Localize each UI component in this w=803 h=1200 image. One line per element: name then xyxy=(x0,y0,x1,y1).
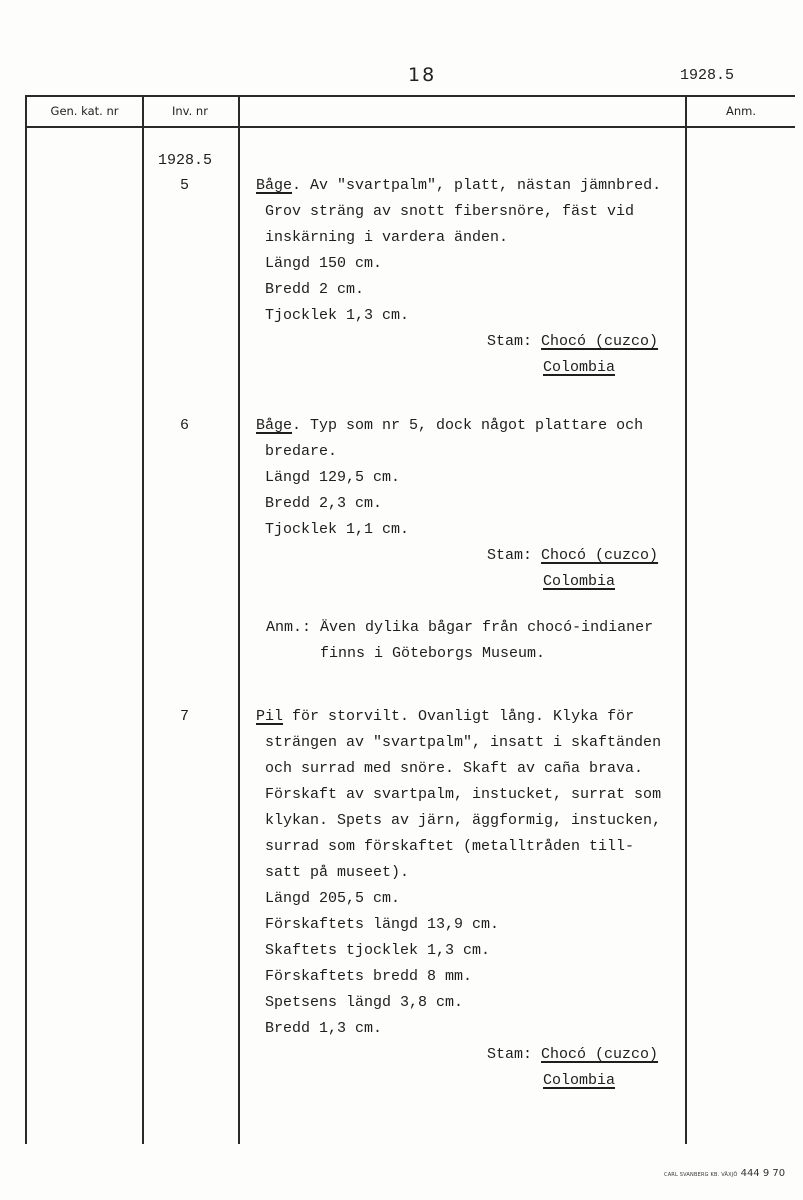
note-label: Anm.: xyxy=(266,619,312,636)
entry-5-first-line xyxy=(256,173,661,199)
entry-5-line: Längd 150 cm. xyxy=(265,255,383,272)
stam-country: Colombia xyxy=(543,1072,616,1089)
stam-tribe: Chocó (cuzco) xyxy=(541,547,659,564)
entry-5-line: Grov sträng av snott fibersnöre, fäst vid xyxy=(265,203,635,220)
entry-7-line: strängen av "svartpalm", insatt i skaftänden xyxy=(265,734,662,751)
entry-5-title: Båge xyxy=(256,177,293,194)
column-divider xyxy=(685,95,687,1144)
inv-number-5: 5 xyxy=(180,177,190,194)
column-divider xyxy=(142,95,144,1144)
stam-label: Stam: xyxy=(487,1046,533,1063)
printer-footer xyxy=(664,1161,785,1180)
entry-5-line: Bredd 2 cm. xyxy=(265,281,365,298)
entry-7-line: Skaftets tjocklek 1,3 cm. xyxy=(265,942,491,959)
entry-6-line: Bredd 2,3 cm. xyxy=(265,495,383,512)
entry-6-line: bredare. xyxy=(265,443,338,460)
stam-country: Colombia xyxy=(543,359,616,376)
entry-6-line: Tjocklek 1,1 cm. xyxy=(265,521,410,538)
entry-7-line: satt på museet). xyxy=(265,864,410,881)
stam-tribe: Chocó (cuzco) xyxy=(541,333,659,350)
column-divider xyxy=(238,95,240,1144)
entry-5-stam xyxy=(487,329,658,355)
inv-number-7: 7 xyxy=(180,708,190,725)
printer-name: CARL SVANBERG KB. VÄXJÖ xyxy=(664,1172,738,1178)
header-inv-nr: Inv. nr xyxy=(172,104,208,118)
inv-number-6: 6 xyxy=(180,417,190,434)
stam-label: Stam: xyxy=(487,333,533,350)
entry-5-line: inskärning i vardera änden. xyxy=(265,229,509,246)
note-line-2: finns i Göteborgs Museum. xyxy=(320,645,546,662)
page-reference: 1928.5 xyxy=(680,67,735,84)
entry-5-country xyxy=(543,355,615,381)
entry-6-country xyxy=(543,569,615,595)
entry-7-line: surrad som förskaftet (metalltråden till- xyxy=(265,838,635,855)
entry-6-title: Båge xyxy=(256,417,293,434)
collection-number: 1928.5 xyxy=(158,152,213,169)
stam-tribe: Chocó (cuzco) xyxy=(541,1046,659,1063)
entry-7-first-line xyxy=(256,704,634,730)
column-divider xyxy=(25,95,27,1144)
header-gen-kat-nr: Gen. kat. nr xyxy=(50,104,119,118)
entry-7-country xyxy=(543,1068,615,1094)
entry-7-title: Pil xyxy=(256,708,284,725)
entry-6-note xyxy=(266,615,653,641)
entry-7-stam xyxy=(487,1042,658,1068)
entry-5-line: Tjocklek 1,3 cm. xyxy=(265,307,410,324)
entry-7-line: och surrad med snöre. Skaft av caña brava. xyxy=(265,760,644,777)
page-number: 18 xyxy=(408,64,437,86)
entry-7-line: Bredd 1,3 cm. xyxy=(265,1020,383,1037)
entry-7-line: Spetsens längd 3,8 cm. xyxy=(265,994,464,1011)
entry-6-stam xyxy=(487,543,658,569)
entry-6-first-line-text: . Typ som nr 5, dock något plattare och xyxy=(292,417,644,434)
entry-7-line: Förskaftets bredd 8 mm. xyxy=(265,968,473,985)
entry-7-line: Förskaft av svartpalm, instucket, surrat som xyxy=(265,786,662,803)
header-anm: Anm. xyxy=(725,104,756,118)
entry-7-line: Längd 205,5 cm. xyxy=(265,890,401,907)
entry-6-line: Längd 129,5 cm. xyxy=(265,469,401,486)
entry-6-first-line xyxy=(256,413,643,439)
form-code: 444 9 70 xyxy=(740,1168,786,1179)
entry-7-line: Förskaftets längd 13,9 cm. xyxy=(265,916,500,933)
stam-label: Stam: xyxy=(487,547,533,564)
note-line-1: Även dylika bågar från chocó-indianer xyxy=(320,619,654,636)
entry-7-line: klykan. Spets av järn, äggformig, instucken, xyxy=(265,812,662,829)
stam-country: Colombia xyxy=(543,573,616,590)
entry-5-first-line-text: . Av "svartpalm", platt, nästan jämnbred. xyxy=(292,177,662,194)
entry-7-first-line-text: för storvilt. Ovanligt lång. Klyka för xyxy=(283,708,635,725)
